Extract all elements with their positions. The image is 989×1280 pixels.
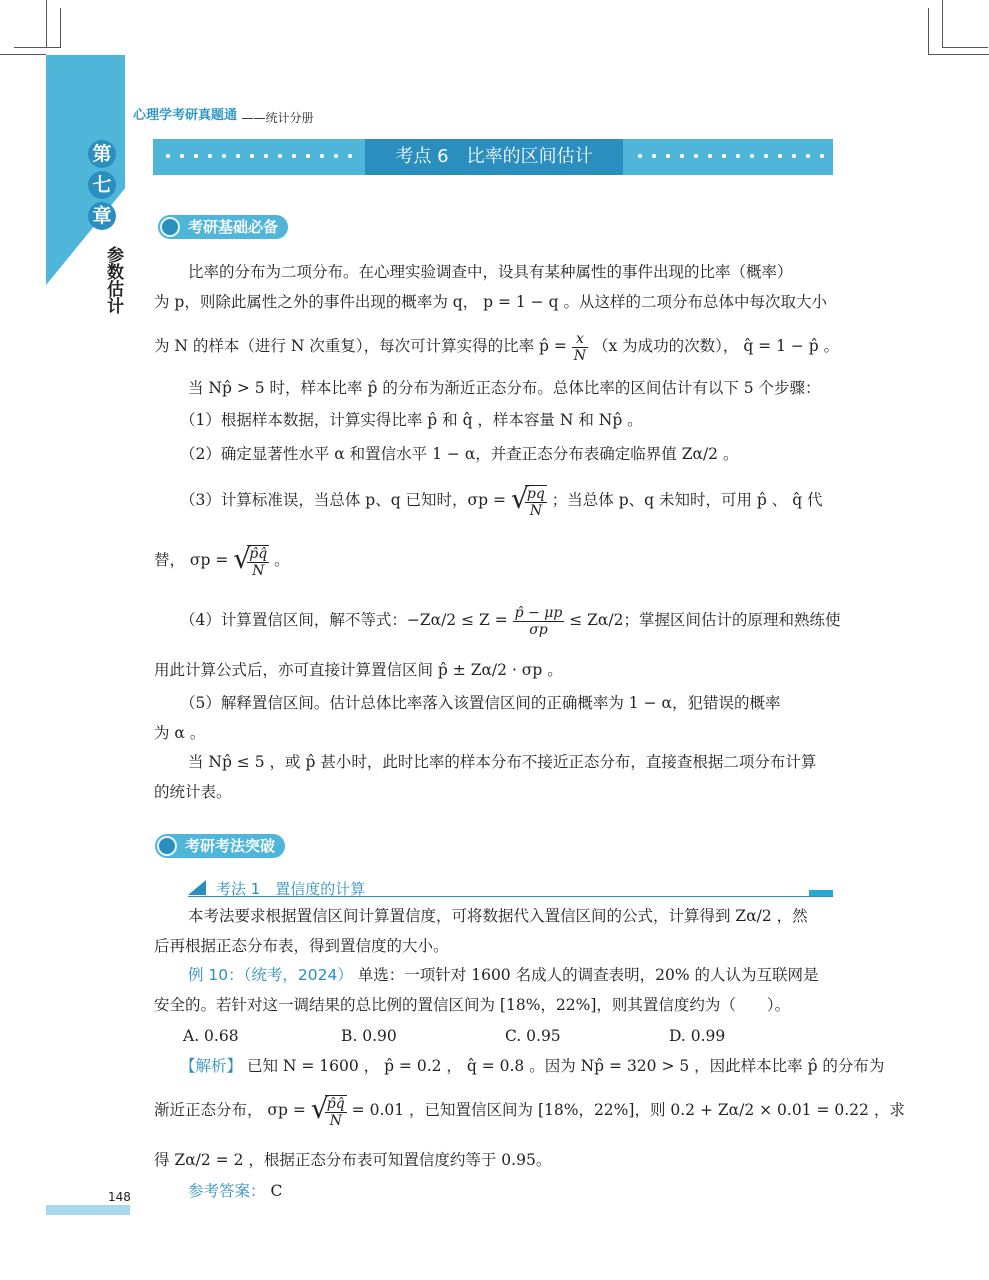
fraction-numerator: p̂q̂ bbox=[326, 1096, 345, 1112]
chapter-char: 第 bbox=[88, 140, 116, 168]
text-span: 单选：一项针对 1600 名成人的调查表明，20% 的人认为互联网是 bbox=[357, 966, 819, 984]
text-span: 替， σp = bbox=[154, 551, 229, 569]
book-header bbox=[133, 104, 314, 126]
topic-banner bbox=[153, 139, 833, 175]
square-root bbox=[233, 543, 269, 579]
chapter-char: 七 bbox=[88, 171, 116, 199]
fraction-denominator: N bbox=[573, 347, 587, 364]
target-icon bbox=[157, 836, 177, 856]
crop-mark bbox=[928, 8, 929, 54]
fraction-numerator: p̂ − μp bbox=[514, 604, 563, 621]
crop-mark bbox=[928, 54, 989, 55]
crop-mark bbox=[14, 47, 60, 48]
answer-option: B. 0.90 bbox=[341, 1027, 397, 1045]
paragraph-line bbox=[154, 328, 839, 364]
example-line: 安全的。若针对这一调结果的总比例的置信区间为 [18%，22%]，则其置信度约为（ ）。 bbox=[154, 996, 791, 1014]
crop-mark bbox=[942, 47, 988, 48]
step-line bbox=[154, 542, 290, 579]
step-line: （5）解释置信区间。估计总体比率落入该置信区间的正确概率为 1 − α，犯错误的概率 bbox=[180, 694, 781, 712]
section-badge-methods bbox=[155, 834, 285, 858]
section-badge-label: 考研考法突破 bbox=[185, 837, 276, 855]
book-title: 心理学考研真题通 bbox=[133, 108, 238, 123]
text-span: （4）计算置信区间，解不等式：−Zα/2 ≤ Z = bbox=[180, 611, 508, 629]
text-span: 为 N 的样本（进行 N 次重复），每次可计算实得的比率 p̂ = bbox=[154, 337, 567, 355]
text-span: ≤ Zα/2；掌握区间估计的原理和熟练使 bbox=[569, 611, 841, 629]
analysis-line bbox=[180, 1056, 884, 1076]
text-span: = 0.01 ，已知置信区间为 [18%，22%]，则 0.2 + Zα/2 × 0.01 = 0.22 ，求 bbox=[351, 1101, 905, 1119]
chapter-number bbox=[88, 140, 124, 233]
footer-bar bbox=[46, 1205, 130, 1215]
text-span: 。 bbox=[274, 551, 290, 569]
paragraph-line: 的统计表。 bbox=[154, 783, 232, 801]
section-badge-label: 考研基础必备 bbox=[188, 218, 279, 236]
text-span: （x 为成功的次数）， q̂ = 1 − p̂ 。 bbox=[592, 337, 840, 355]
book-subtitle: ——统计分册 bbox=[241, 111, 314, 125]
fraction-numerator: pq bbox=[526, 486, 545, 502]
chapter-char: 章 bbox=[88, 202, 116, 230]
paragraph-line: 后再根据正态分布表，得到置信度的大小。 bbox=[154, 937, 449, 955]
dot-decoration-right bbox=[633, 151, 825, 161]
crop-mark bbox=[942, 0, 943, 48]
step-line: 为 α 。 bbox=[154, 724, 206, 742]
answer-option: C. 0.95 bbox=[505, 1027, 561, 1045]
step-line: 用此计算公式后，亦可直接计算置信区间 p̂ ± Zα/2 · σp 。 bbox=[154, 661, 563, 679]
topic-title: 考点 6 比率的区间估计 bbox=[365, 139, 623, 175]
crop-mark bbox=[0, 54, 46, 55]
step-line: （2）确定显著性水平 α 和置信水平 1 − α，并查正态分布表确定临界值 Zα/2 。 bbox=[180, 445, 739, 463]
text-span: 渐近正态分布， σp = bbox=[154, 1101, 306, 1119]
method-heading bbox=[188, 878, 833, 897]
step-line: （1）根据样本数据，计算实得比率 p̂ 和 q̂ ，样本容量 N 和 Np̂ 。 bbox=[180, 411, 643, 429]
bar-chart-icon bbox=[188, 880, 206, 895]
square-root bbox=[511, 483, 547, 519]
paragraph-line: 当 Np̂ > 5 时，样本比率 p̂ 的分布为渐近正态分布。总体比率的区间估计有以下 5 个步骤： bbox=[188, 379, 821, 397]
step-line bbox=[180, 482, 823, 519]
radical-sign: √ bbox=[233, 542, 252, 575]
fraction-numerator: p̂q̂ bbox=[249, 546, 268, 562]
step-line bbox=[180, 602, 840, 638]
fraction-denominator: N bbox=[529, 503, 543, 519]
analysis-line bbox=[154, 1092, 905, 1129]
fraction-denominator: N bbox=[329, 1113, 342, 1129]
crop-mark bbox=[60, 8, 61, 48]
crop-mark bbox=[46, 0, 47, 48]
chapter-title: 参数估计 bbox=[103, 246, 123, 314]
paragraph-line: 为 p，则除此属性之外的事件出现的概率为 q， p = 1 − q 。从这样的二项分布总体中每次取大小 bbox=[154, 293, 827, 311]
analysis-label: 【解析】 bbox=[180, 1057, 243, 1075]
answer-label: 参考答案： bbox=[188, 1182, 266, 1200]
answer-value: C bbox=[270, 1182, 283, 1200]
example-label: 例 10：（统考，2024） bbox=[188, 966, 353, 984]
fraction-denominator: N bbox=[252, 563, 265, 579]
answer-option: D. 0.99 bbox=[669, 1027, 726, 1045]
square-root bbox=[311, 1093, 347, 1129]
section-badge-basics bbox=[158, 215, 288, 239]
fraction-denominator: σp bbox=[529, 621, 548, 638]
analysis-line: 得 Zα/2 = 2 ，根据正态分布表可知置信度约等于 0.95。 bbox=[154, 1151, 552, 1169]
example-line bbox=[188, 965, 818, 985]
text-span: （3）计算标准误，当总体 p、q 已知时，σp = bbox=[180, 491, 506, 509]
answer-option: A. 0.68 bbox=[183, 1027, 239, 1045]
answer-line bbox=[188, 1181, 282, 1201]
paragraph-line: 本考法要求根据置信区间计算置信度，可将数据代入置信区间的公式，计算得到 Zα/2 ，然 bbox=[188, 907, 808, 925]
book-icon bbox=[160, 217, 180, 237]
heading-endcap bbox=[809, 890, 833, 896]
dot-decoration-left bbox=[161, 151, 361, 161]
text-span: 已知 N = 1600 ， p̂ = 0.2 ， q̂ = 0.8 。因为 Np̂ = 320 > 5 ，因此样本比率 p̂ 的分布为 bbox=[246, 1057, 885, 1075]
fraction bbox=[513, 605, 565, 638]
paragraph-line: 比率的分布为二项分布。在心理实验调查中，设具有某种属性的事件出现的比率（概率） bbox=[188, 263, 793, 281]
radical-sign: √ bbox=[310, 1092, 329, 1125]
paragraph-line: 当 Np̂ ≤ 5 ，或 p̂ 甚小时，此时比率的样本分布不接近正态分布，直接查根据二项分布计算 bbox=[188, 753, 817, 771]
page-number: 148 bbox=[108, 1190, 131, 1204]
radical-sign: √ bbox=[510, 482, 529, 515]
fraction bbox=[572, 331, 588, 364]
text-span: ；当总体 p、q 未知时，可用 p̂ 、 q̂ 代 bbox=[551, 491, 823, 509]
method-title: 考法 1 置信度的计算 bbox=[216, 880, 366, 898]
fraction-numerator: x bbox=[572, 331, 588, 348]
